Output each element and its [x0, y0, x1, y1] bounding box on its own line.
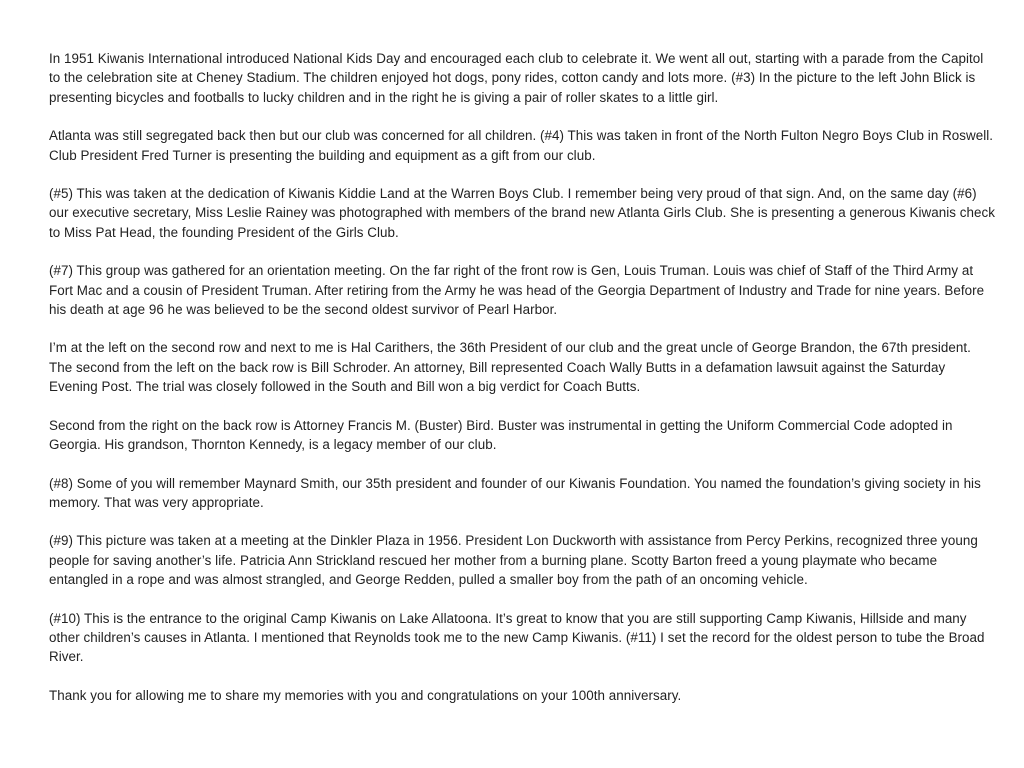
- paragraph-buster-bird: Second from the right on the back row is Attorney Francis M. (Buster) Bird. Buster was instrumental in getting the Uniform Commercial Code adopted in Georgia. His grandson, Thornton Kennedy, is a legacy member of our club.: [49, 417, 953, 453]
- paragraph-kids-day: In 1951 Kiwanis International introduced National Kids Day and encouraged each club to celebrate it. We went all out, starting with a parade from the Capitol to the celebration site at Cheney Stadium. The children enjoyed hot dogs, pony rides, cotton candy and lots more. (#3) In the picture to the left John Blick is presenting bicycles and footballs to lucky children and in the right he is giving a pair of roller skates to a little girl.: [49, 51, 984, 105]
- paragraph-kiddie-land: (#5) This was taken at the dedication of Kiwanis Kiddie Land at the Warren Boys Club. I remember being very proud of that sign. And, on the same day (#6) our executive secretary, Miss Leslie Rainey was photographed with members of the brand new Atlanta Girls Club. She is presenting a generous Kiwanis check to Miss Pat Head, the founding President of the Girls Club.: [49, 186, 995, 240]
- paragraph-segregation: Atlanta was still segregated back then but our club was concerned for all children. (#4) This was taken in front of the North Fulton Negro Boys Club in Roswell. Club President Fred Turner is presenting the building and equipment as a gift from our club.: [49, 128, 994, 163]
- paragraph-thank-you: Thank you for allowing me to share my memories with you and congratulations on your 100th anniversary.: [49, 687, 682, 703]
- paragraph-orientation-meeting: (#7) This group was gathered for an orientation meeting. On the far right of the front row is Gen, Louis Truman. Louis was chief of Staff of the Third Army at Fort Mac and a cousin of President Truman. After retiring from the Army he was head of the Georgia Department of Industry and Trade for nine years. Before his death at age 96 he was believed to be the second oldest survivor of Pearl Harbor.: [49, 263, 985, 318]
- paragraph-maynard-smith: (#8) Some of you will remember Maynard Smith, our 35th president and founder of our Kiwanis Foundation. You named the foundation’s giving society in his memory. That was very appropriate.: [49, 475, 981, 510]
- paragraph-dinkler-plaza: (#9) This picture was taken at a meeting at the Dinkler Plaza in 1956. President Lon Duckworth with assistance from Percy Perkins, recognized three young people for saving another’s life. Patricia Ann Strickland rescued her mother from a burning plane. Scotty Barton freed a young playmate who became entangled in a rope and was almost strangled, and George Redden, pulled a smaller boy from the path of an oncoming vehicle.: [49, 533, 978, 588]
- document-body: [49, 49, 997, 705]
- paragraph-second-row: I’m at the left on the second row and next to me is Hal Carithers, the 36th President of our club and the great uncle of George Brandon, the 67th president. The second from the left on the back row is Bill Schroder. An attorney, Bill represented Coach Wally Butts in a defamation lawsuit against the Saturday Evening Post. The trial was closely followed in the South and Bill won a big verdict for Coach Butts.: [49, 340, 971, 395]
- paragraph-camp-kiwanis: (#10) This is the entrance to the original Camp Kiwanis on Lake Allatoona. It’s great to know that you are still supporting Camp Kiwanis, Hillside and many other children’s causes in Atlanta. I mentioned that Reynolds took me to the new Camp Kiwanis. (#11) I set the record for the oldest person to tube the Broad River.: [49, 610, 985, 665]
